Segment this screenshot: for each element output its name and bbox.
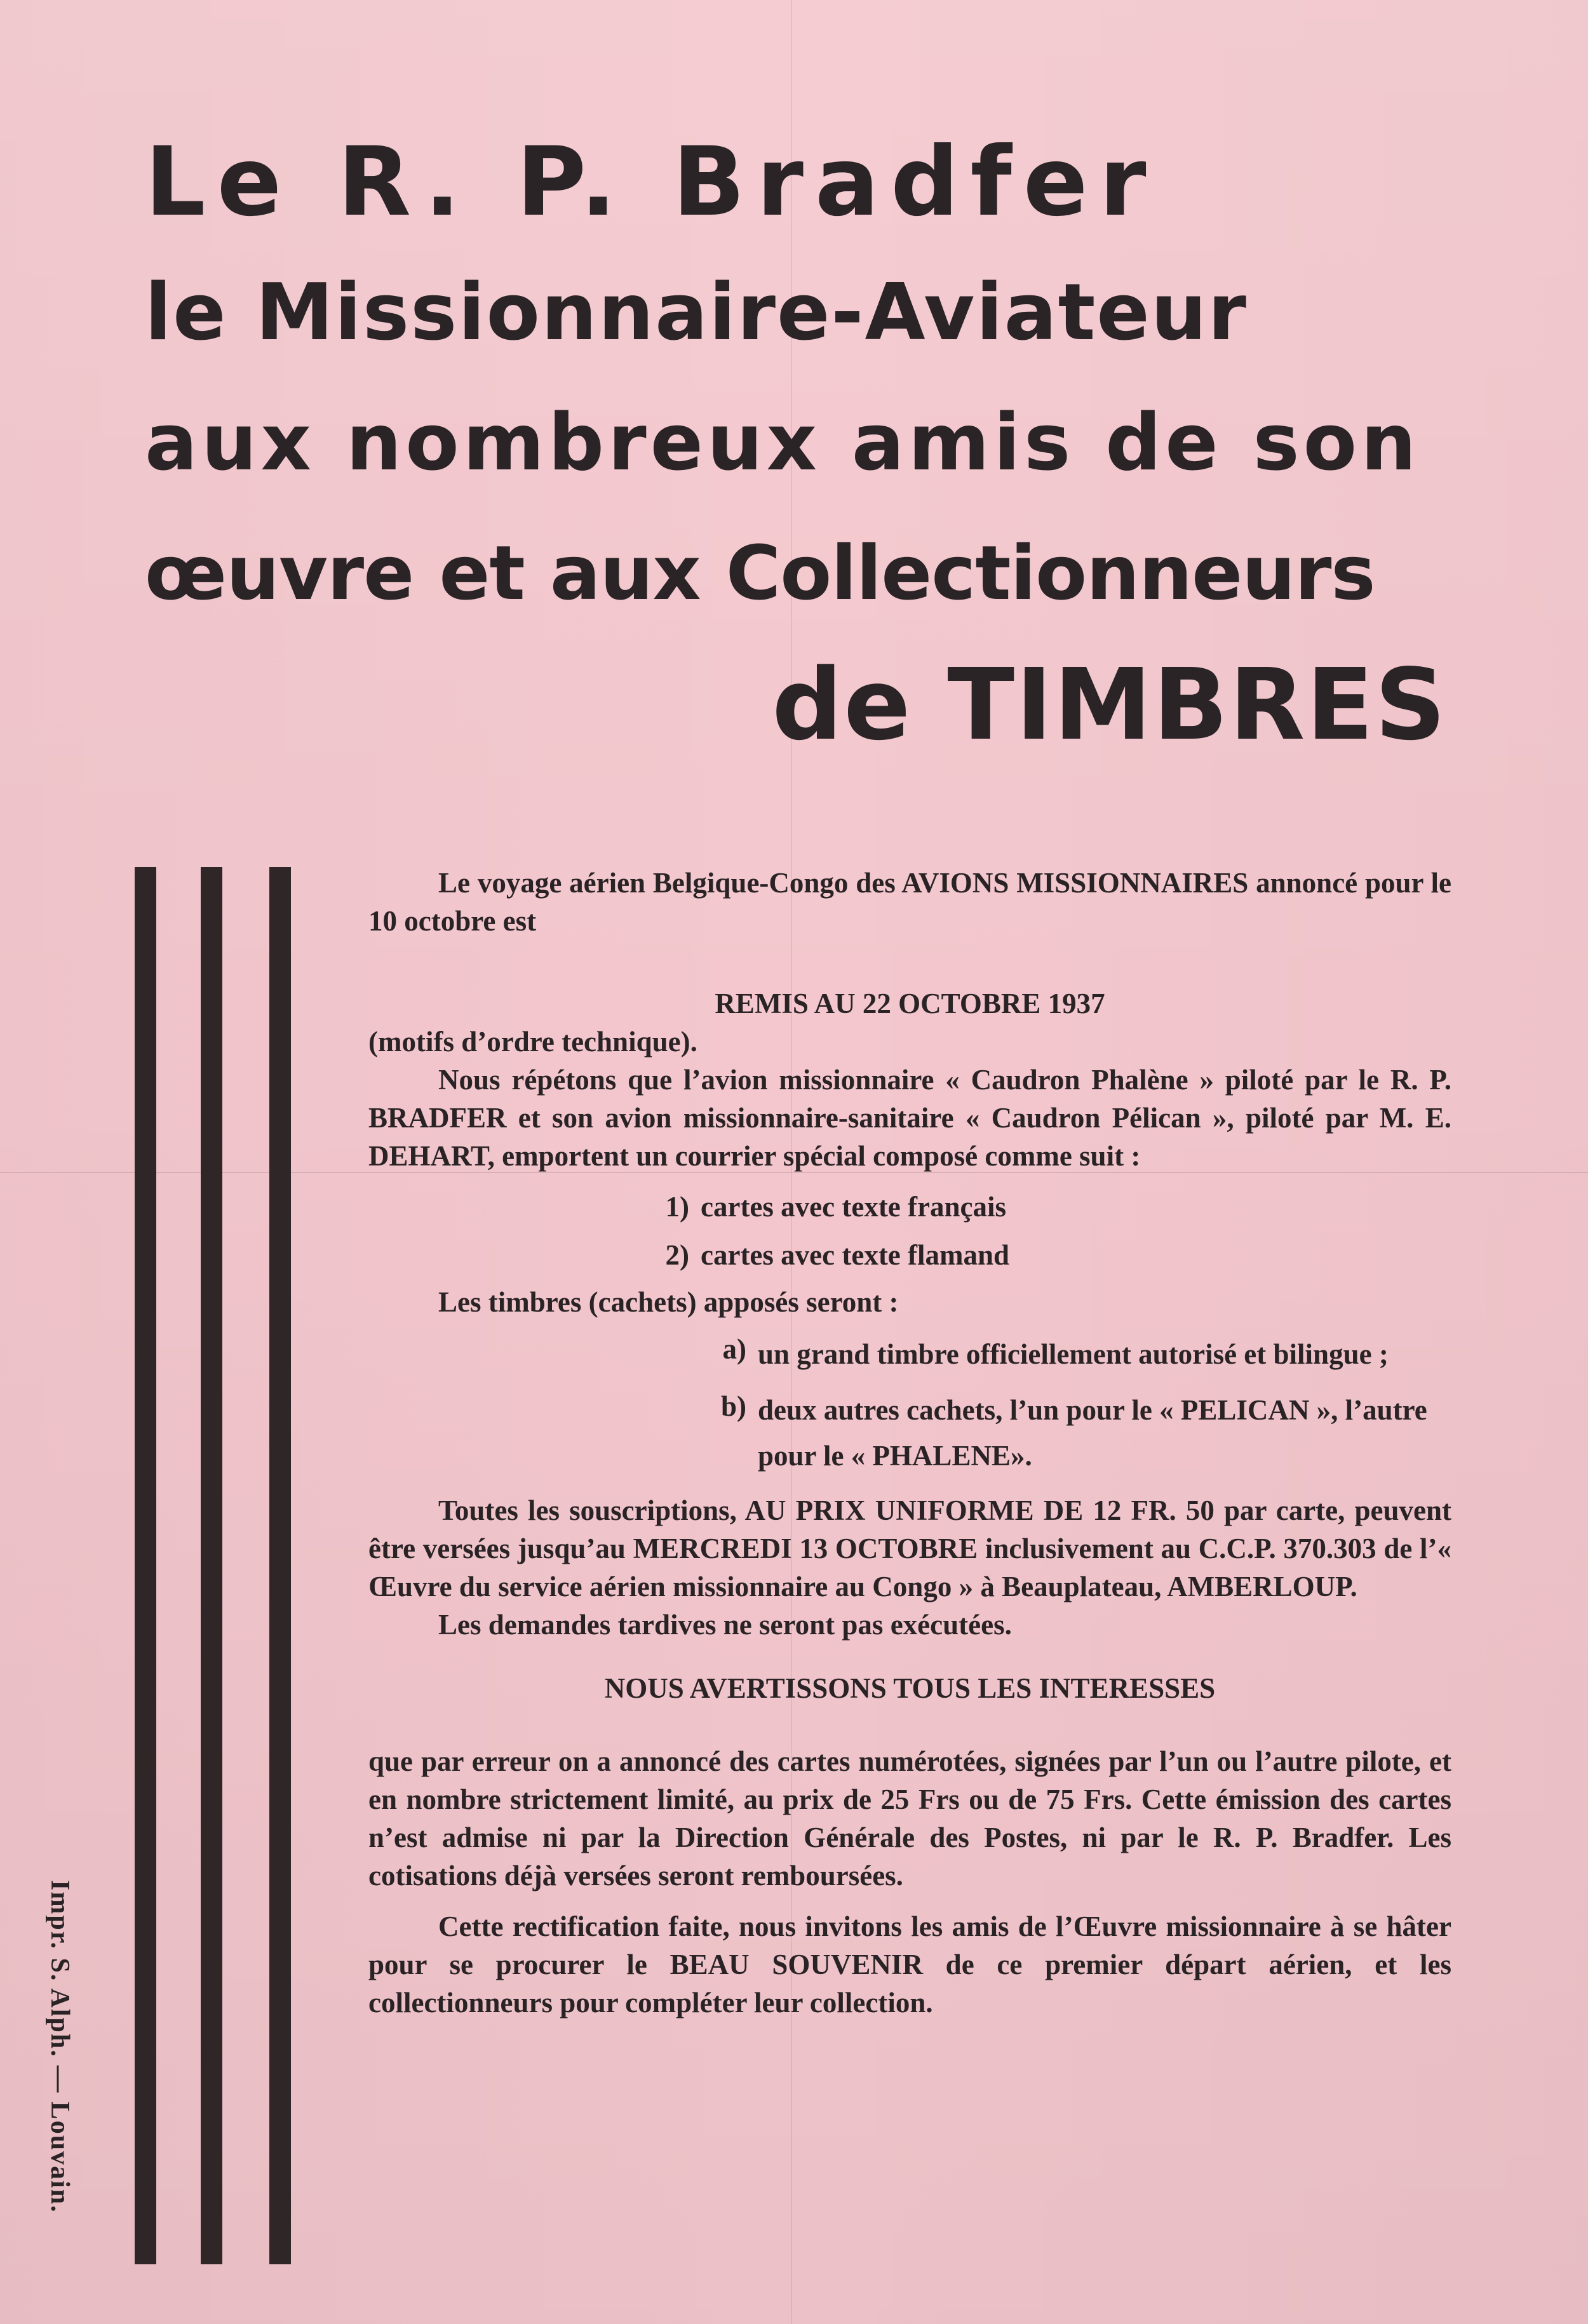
heading-line-3: aux nombreux amis de son [145, 398, 1420, 488]
heading-line-4: œuvre et aux Collectionneurs [145, 529, 1375, 617]
list-item-number: 1) [665, 1191, 689, 1223]
heading-line-1: Le R. P. Bradfer [145, 127, 1158, 238]
list-item-number: b) [720, 1390, 746, 1422]
decorative-bar-3 [269, 867, 291, 2264]
subscriptions-paragraph: Toutes les souscriptions, AU PRIX UNIFORME DE 12 FR. 50 par carte, peuvent être versées jusqu’au MERCREDI 13 OCTOBRE inclusivement au C.C.P. 370.303 de l’« Œuvre du service aérien missionnaire au Congo » à Beauplateau, AMBERLOUP. [368, 1494, 1451, 1602]
decorative-bar-2 [201, 867, 222, 2264]
warning-paragraph: que par erreur on a annoncé des cartes numérotées, signées par l’un ou l’autre pilote, et en nombre strictement limité, au prix de 25 Frs ou de 75 Frs. Cette émission des cartes n’est admise ni par la Direction Générale des Postes, ni par le R. P. Bradfer. Les cotisations déjà versées seront remboursées. [368, 1745, 1451, 1891]
list-item-text: un grand timbre officiellement autorisé et bilingue ; [758, 1338, 1389, 1370]
printer-imprint: Impr. S. Alph. — Louvain. [45, 1880, 74, 2213]
list-item [629, 1188, 1451, 1226]
list-item-number: a) [722, 1333, 746, 1365]
heading-line-5: de TIMBRES [772, 647, 1447, 762]
cards-list [368, 1188, 1451, 1274]
list-item [686, 1387, 1451, 1479]
repeat-paragraph: Nous répétons que l’avion missionnaire « Caudron Phalène » piloté par le R. P. BRADFER et son avion missionnaire-sanitaire « Caudron Pélican », piloté par M. E. DEHART, emportent un courrier spécial composé comme suit : [368, 1064, 1451, 1172]
warning-title: NOUS AVERTISSONS TOUS LES INTERESSES [604, 1672, 1216, 1704]
stamps-intro: Les timbres (cachets) apposés seront : [438, 1286, 899, 1318]
list-item-number: 2) [665, 1239, 689, 1271]
closing-paragraph: Cette rectification faite, nous invitons les amis de l’Œuvre missionnaire à se hâter pour se procurer le BEAU SOUVENIR de ce premier départ aérien, et les collectionneurs pour compléter leur collection. [368, 1911, 1451, 2018]
late-requests-line: Les demandes tardives ne seront pas exécutées. [438, 1609, 1012, 1641]
list-item [629, 1236, 1451, 1274]
list-item-text: deux autres cachets, l’un pour le « PELICAN », l’autre pour le « PHALENE». [758, 1394, 1427, 1472]
reason-line: (motifs d’ordre technique). [368, 1026, 697, 1058]
intro-paragraph: Le voyage aérien Belgique-Congo des AVIONS MISSIONNAIRES annoncé pour le 10 octobre est [368, 867, 1451, 937]
body-text [368, 864, 1451, 2022]
decorative-bar-1 [135, 867, 156, 2264]
stamps-list [368, 1330, 1451, 1479]
list-item [686, 1330, 1451, 1378]
list-item-text: cartes avec texte français [701, 1191, 1007, 1223]
heading [145, 118, 1453, 772]
list-item-text: cartes avec texte flamand [701, 1239, 1010, 1271]
heading-line-2: le Missionnaire-Aviateur [145, 267, 1248, 358]
postponed-notice: REMIS AU 22 OCTOBRE 1937 [715, 988, 1105, 1019]
